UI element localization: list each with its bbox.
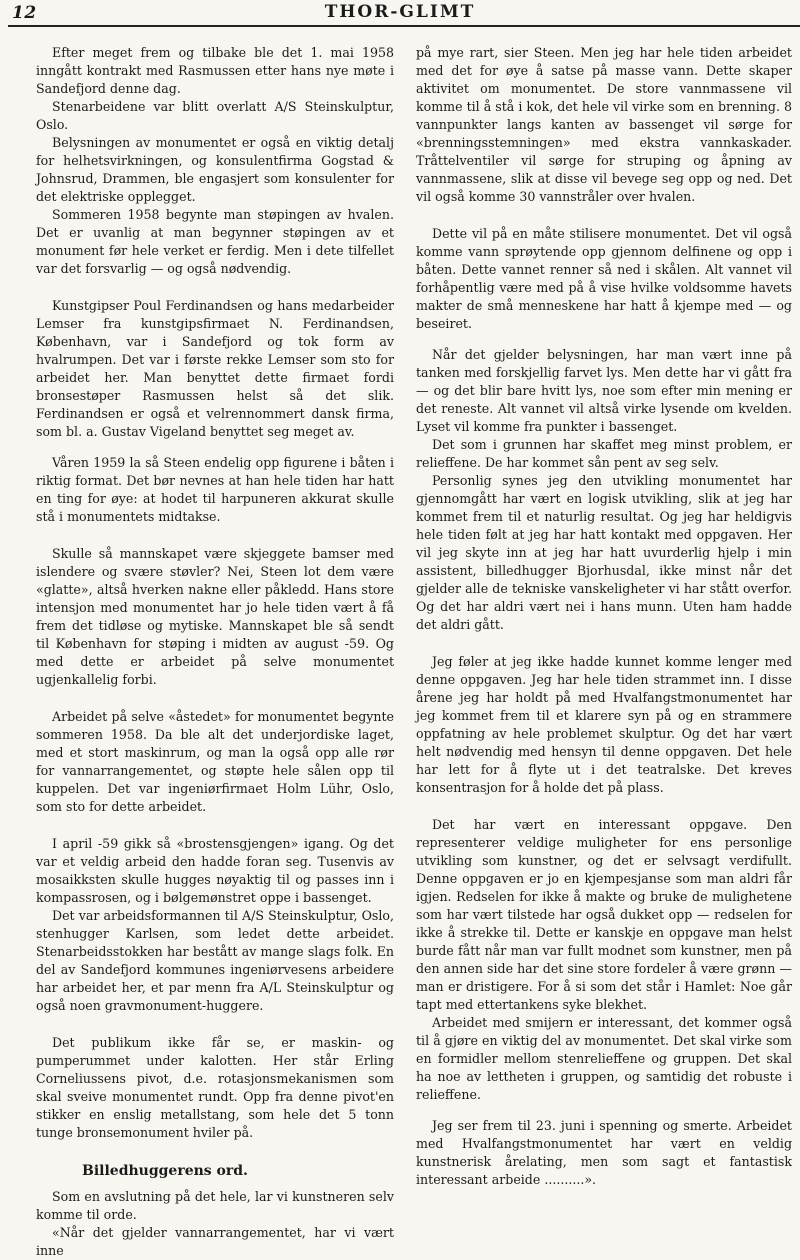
paragraph: Jeg ser frem til 23. juni i spenning og smerte. Arbeidet med Hvalfangstmonumentet har vært en veldig kunstnerisk årelating, men som sagt et fantastisk interessant arbeide ..........». — [416, 1118, 792, 1187]
paragraph: Sommeren 1958 begynte man støpingen av hvalen. Det er uvanlig at man begynner støpingen av et monument før hele verket er ferdig. Men i dete tilfellet var det forsvarlig — og også nødvendig. — [36, 207, 394, 276]
paragraph: Det publikum ikke får se, er maskin- og pumperummet under kalotten. Her står Erling Corneliussens pivot, d.e. rotasjonsmekanismen som skal sveive monumentet rundt. Opp fra denne pivot'en stikker en enslig metallstang, som hele det 5 tonn tunge bronsemonument hviler på. — [36, 1035, 394, 1140]
paragraph: I april -59 gikk så «brostensgjengen» igang. Og det var et veldig arbeid den hadde foran seg. Tusenvis av mosaikksten skulle hugges nøyaktig til og passes inn i kompassrosen, og i bølgemønstret oppe i bassenget. — [36, 836, 394, 905]
running-title: THOR-GLIMT — [324, 2, 476, 22]
paragraph: Når det gjelder belysningen, har man vært inne på tanken med forskjellig farvet lys. Men dette har vi gått fra — og det blir bare hvitt lys, noe som efter min mening er det reneste. Alt vannet vil altså virke lysende om kvelden. Lyset vil komme fra punkter i bassenget. — [416, 347, 792, 434]
paragraph: Jeg føler at jeg ikke hadde kunnet komme lenger med denne oppgaven. Jeg har hele tiden strammet inn. I disse årene jeg har holdt på med Hvalfangstmonumentet har jeg kommet frem til et klarere syn på og en strammere oppfatning av hele problemet skulptur. Og det har vært helt nødvendig med hensyn til denne oppgaven. Det hele har lett for å flyte ut i det teatralske. Det kreves konsentrasjon for å holde det på plass. — [416, 654, 792, 795]
page-number: 12 — [12, 3, 37, 23]
paragraph: Våren 1959 la så Steen endelig opp figurene i båten i riktig format. Det bør nevnes at han hele tiden har hatt en ting for øye: at hodet til harpuneren akkurat skulle stå i monumentets midtakse. — [36, 455, 394, 524]
paragraph: Arbeidet på selve «åstedet» for monumentet begynte sommeren 1958. Da ble alt det underjordiske laget, med et stort maskinrum, og man la også opp alle rør for vannarrangementet, og støpte hele sålen opp til kuppelen. Det var ingeniørfirmaet Holm Lühr, Oslo, som sto for dette arbeidet. — [36, 709, 394, 814]
section-heading: Billedhuggerens ord. — [82, 1163, 248, 1179]
paragraph: Belysningen av monumentet er også en viktig detalj for helhetsvirkningen, og konsulentfirma Gogstad & Johnsrud, Drammen, ble engasjert som konsulenter for det elektriske opplegget. — [36, 135, 394, 204]
paragraph: Skulle så mannskapet være skjeggete bamser med islendere og svære støvler? Nei, Steen lot dem være «glatte», altså hverken nakne eller påkledd. Hans store intensjon med monumentet har jo hele tiden vært å få frem det tidløse og mytiske. Mannskapet ble så sendt til København for støping i midten av august -59. Og med dette er arbeidet på selve monumentet ugjenkallelig forbi. — [36, 546, 394, 687]
paragraph: Det som i grunnen har skaffet meg minst problem, er relieffene. De har kommet sån pent av seg selv. — [416, 437, 792, 470]
left-column — [36, 44, 394, 1260]
paragraph: Det var arbeidsformannen til A/S Steinskulptur, Oslo, stenhugger Karlsen, som ledet dette arbeidet. Stenarbeidsstokken har bestått av mange slags folk. En del av Sandefjord kommunes ingeniørvesens arbeidere har arbeidet her, et par menn fra A/L Steinskulptur og også noen gravmonument-huggere. — [36, 908, 394, 1013]
paragraph: Kunstgipser Poul Ferdinandsen og hans medarbeider Lemser fra kunstgipsfirmaet N. Ferdinandsen, København, var i Sandefjord og tok form av hvalrumpen. Det var i første rekke Lemser som sto for arbeidet her. Man benyttet dette firmaet fordi bronsestøper Rasmussen helst så det slik. Ferdinandsen er også et velrennommert dansk firma, som bl. a. Gustav Vigeland benyttet seg meget av. — [36, 298, 394, 439]
paragraph: Det har vært en interessant oppgave. Den representerer veldige muligheter for ens personlige utvikling som kunstner, og det er selvsagt verdifullt. Denne oppgaven er jo en kjempesjanse som man aldri får igjen. Redselen for ikke å makte og bruke de mulighetene som har vært tilstede har også dukket opp — redselen for ikke å strekke til. Dette er kanskje en oppgave man helst burde fått når man var fullt modnet som kunstner, men på den annen side har det sine store fordeler å være grønn — man er dristigere. For å si som det står i Hamlet: Noe går tapt med ettertankens syke blekhet. — [416, 817, 792, 1012]
paragraph: Stenarbeidene var blitt overlatt A/S Steinskulptur, Oslo. — [36, 99, 394, 132]
paragraph: «Når det gjelder vannarrangementet, har vi vært inne — [36, 1225, 394, 1258]
header-rule — [8, 25, 800, 27]
paragraph: Personlig synes jeg den utvikling monumentet har gjennomgått har vært en logisk utvikling, slik at jeg har kommet frem til et naturlig resultat. Og jeg har heldigvis hele tiden følt at jeg har hatt kontakt med oppgaven. Her vil jeg skyte inn at jeg har hatt uvurderlig hjelp i min assistent, billedhugger Bjorhusdal, ikke minst når det gjelder alle de tekniske vanskeligheter vi har stått overfor. Og det har aldri vært nei i hans munn. Uten ham hadde det aldri gått. — [416, 473, 792, 632]
paragraph: på mye rart, sier Steen. Men jeg har hele tiden arbeidet med det for øye å satse på masse vann. Dette skaper aktivitet om monumentet. De store vannmassene vil komme til å stå i kok, det hele vil virke som en brenning. 8 vannpunkter langs kanten av bassenget vil sørge for «brenningsstemningen» med ekstra vannkaskader. Tråttelventiler vil sørge for struping og åpning av vannmassene, slik at disse vil bevege seg opp og ned. Det vil også komme 30 vannstråler over hvalen. — [416, 45, 792, 204]
page-header — [0, 0, 800, 26]
right-column — [416, 44, 792, 1189]
paragraph: Som en avslutning på det hele, lar vi kunstneren selv komme til orde. — [36, 1189, 394, 1222]
paragraph: Efter meget frem og tilbake ble det 1. mai 1958 inngått kontrakt med Rasmussen etter hans nye møte i Sandefjord denne dag. — [36, 45, 394, 96]
paragraph: Dette vil på en måte stilisere monumentet. Det vil også komme vann sprøytende opp gjennom delfinene og opp i båten. Dette vannet renner så ned i skålen. Alt vannet vil forhåpentlig være med på å vise hvilke voldsomme havets makter de små menneskene har hatt å kjempe med — og beseiret. — [416, 226, 792, 331]
paragraph: Arbeidet med smijern er interessant, det kommer også til å gjøre en viktig del av monumentet. Det skal virke som en formidler mellom stenrelieffene og gruppen. Det skal ha noe av lettheten i gruppen, og samtidig det robuste i relieffene. — [416, 1015, 792, 1102]
